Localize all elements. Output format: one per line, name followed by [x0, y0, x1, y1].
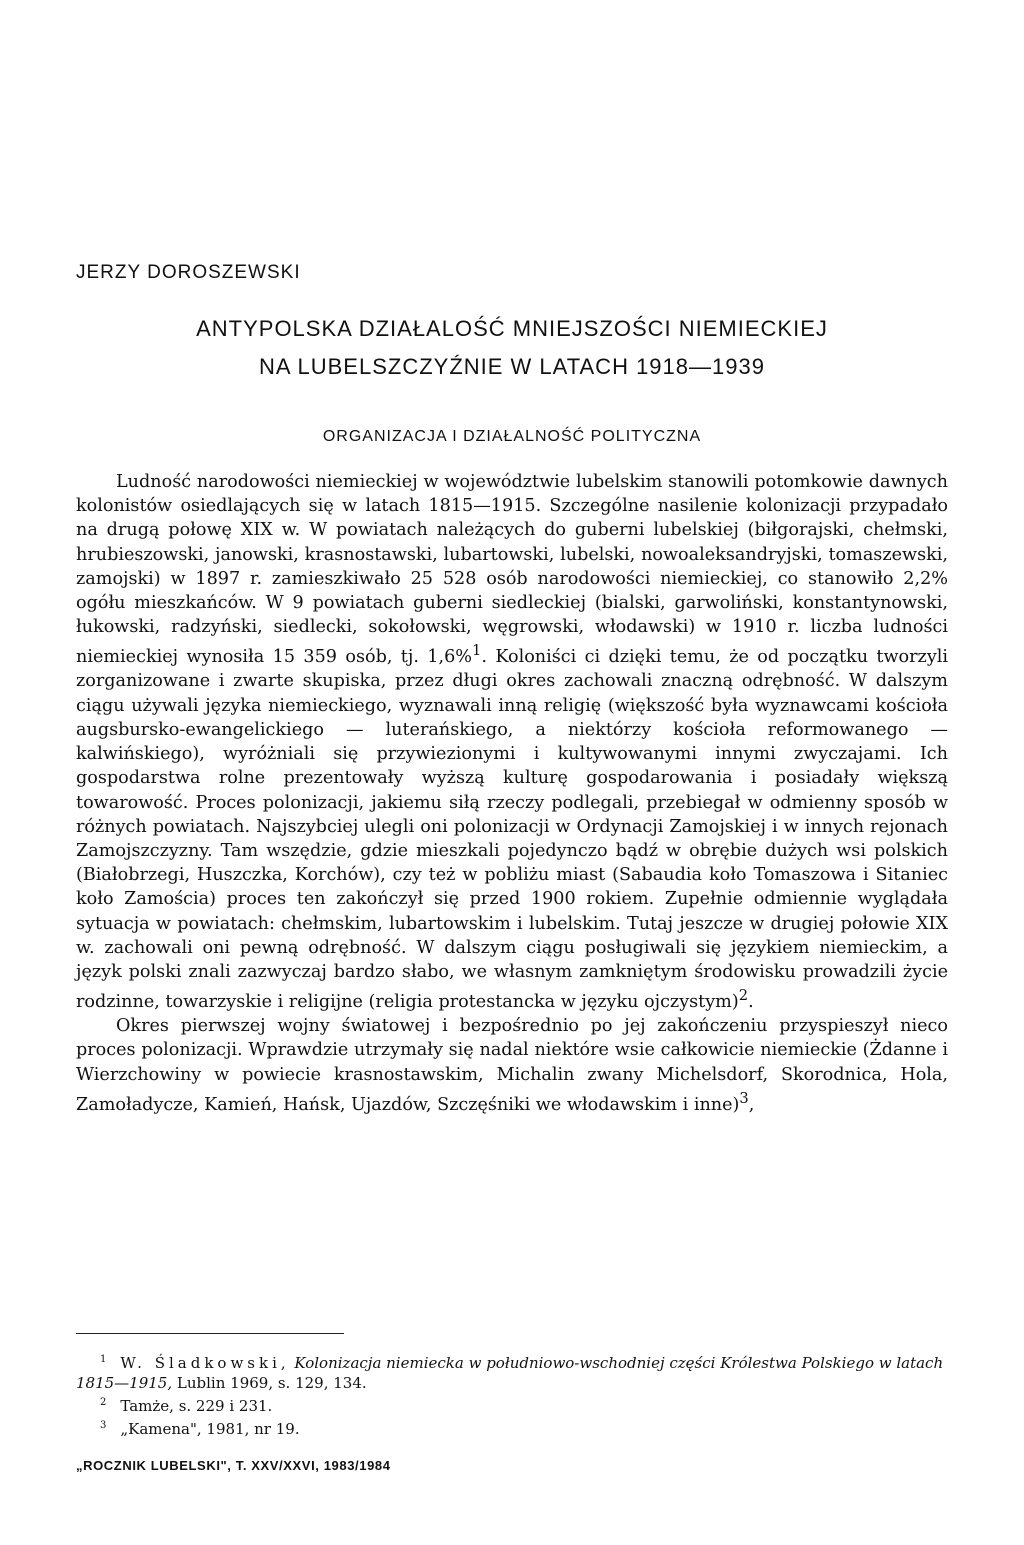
paragraph-text: . — [748, 991, 754, 1012]
footnote — [76, 1393, 948, 1416]
paragraph — [76, 1014, 948, 1117]
footnote-number: 3 — [100, 1420, 107, 1431]
article-body — [76, 470, 948, 1117]
footnotes — [76, 1350, 948, 1439]
footnote-divider — [76, 1333, 344, 1334]
footnote-text: Tamże, s. 229 i 231. — [120, 1397, 273, 1415]
footnote-ref: 3 — [739, 1089, 749, 1107]
footnote — [76, 1350, 948, 1393]
author-name: JERZY DOROSZEWSKI — [76, 262, 301, 283]
section-heading: ORGANIZACJA I DZIAŁALNOŚĆ POLITYCZNA — [322, 428, 702, 445]
paragraph-text: Ludność narodowości niemieckiej w województwie lubelskim stanowili potomkowie dawnych kolonistów osiedlających się w latach 1815—1915. Szczególne nasilenie kolonizacji przypadało na drugą połowę XIX w. W powiatach należących do guberni lubelskiej (biłgorajski, chełmski, hrubieszowski, janowski, krasnostawski, lubartowski, lubelski, nowoaleksandryjski, tomaszewski, zamojski) w 1897 r. zamieszkiwało 25 528 osób narodowości niemieckiej, co stanowiło 2,2% ogółu mieszkańców. W 9 powiatach guberni siedleckiej (bialski, garwoliński, konstantynowski, łukowski, radzyński, siedlecki, sokołowski, węgrowski, włodawski) w 1910 r. liczba ludności niemieckiej wynosiła 15 359 osób, tj. 1,6% — [76, 472, 948, 668]
footnote-author: W. Śladkowski, — [120, 1354, 290, 1372]
footnote-work: Kolonizacja niemiecka w południowo-wschodniej części Królestwa Polskiego w latach 1815—1915, — [76, 1354, 944, 1392]
paragraph-text: . Koloniści ci dzięki temu, że od początku tworzyli zorganizowane i zwarte skupiska, przez długi okres zachowali znaczną odrębność. W dalszym ciągu używali języka niemieckiego, wyznawali inną religię (większość była wyznawcami kościoła augsbursko-ewangelickiego — luterańskiego, a niektórzy kościoła reformowanego — kalwińskiego), wyróżniali się przywiezionymi i kultywowanymi innymi zwyczajami. Ich gospodarstwa rolne prezentowały wyższą kulturę gospodarowania i posiadały większą towarowość. Proces polonizacji, jakiemu siłą rzeczy podlegali, przebiegał w odmienny sposób w różnych powiatach. Najszybciej ulegli oni polonizacji w Ordynacji Zamojskiej i w innych rejonach Zamojszczyzny. Tam wszędzie, gdzie mieszkali pojedynczo bądź w obrębie dużych wsi polskich (Białobrzegi, Huszczka, Korchów), czy też w pobliżu miast (Sabaudia koło Tomaszowa i Sitaniec koło Zamościa) proces ten zakończył się przed 1900 rokiem. Zupełnie odmiennie wyglądała sytuacja w powiatach: chełmskim, lubartowskim i lubelskim. Tutaj jeszcze w drugiej połowie XIX w. zachowali oni pewną odrębność. W dalszym ciągu posługiwali się językiem niemieckim, a język polski znali zazwyczaj bardzo słabo, we własnym zamkniętym środowisku prowadzili życie rodzinne, towarzyskie i religijne (religia protestancka w języku ojczystym) — [76, 647, 949, 1012]
footnote-number: 2 — [100, 1397, 107, 1408]
paragraph-text: , — [748, 1094, 755, 1115]
title-line-2: NA LUBELSZCZYŹNIE W LATACH 1918—1939 — [259, 354, 765, 379]
journal-citation: „ROCZNIK LUBELSKI", T. XXV/XXVI, 1983/1984 — [76, 1458, 391, 1473]
paragraph-text: Okres pierwszej wojny światowej i bezpośrednio po jej zakończeniu przyspieszył nieco proces polonizacji. Wprawdzie utrzymały się nadal niektóre wsie całkowicie niemieckie (Żdanne i Wierzchowiny w powiecie krasnostawskim, Michalin zwany Michelsdorf, Skorodnica, Hola, Zamoładycze, Kamień, Hańsk, Ujazdów, Szczęśniki we włodawskim i inne) — [76, 1016, 948, 1115]
footnote-number: 1 — [100, 1354, 107, 1365]
footnote-text: „Kamena", 1981, nr 19. — [120, 1420, 300, 1438]
footnote — [76, 1416, 948, 1439]
title-line-1: ANTYPOLSKA DZIAŁALOŚĆ MNIEJSZOŚCI NIEMIECKIEJ — [196, 316, 828, 341]
footnote-ref: 2 — [738, 987, 749, 1005]
article-title — [76, 310, 948, 386]
footnote-rest: Lublin 1969, s. 129, 134. — [176, 1374, 367, 1392]
footnote-ref: 1 — [472, 642, 482, 660]
paragraph — [76, 470, 948, 1014]
